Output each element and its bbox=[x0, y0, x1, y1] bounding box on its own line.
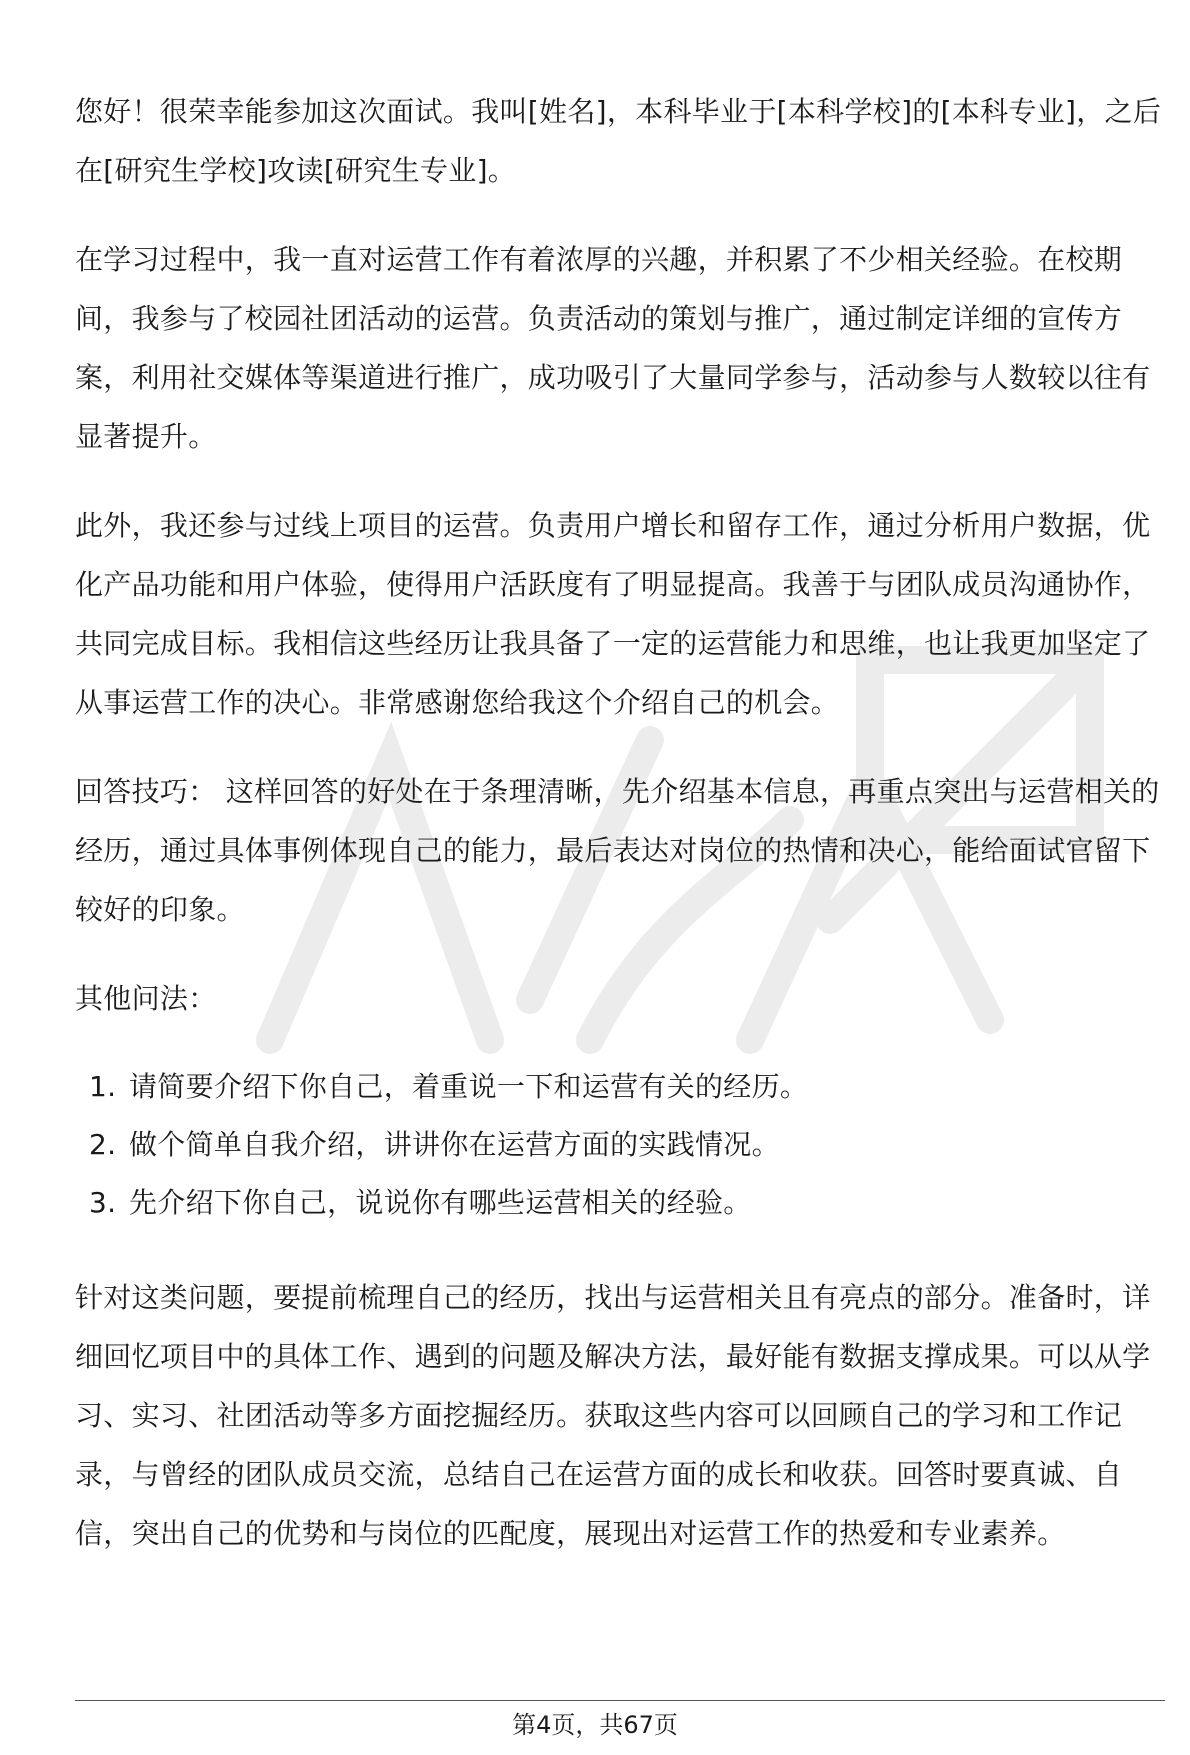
list-item-text: 先介绍下你自己，说说你有哪些运营相关的经验。 bbox=[129, 1186, 752, 1219]
document-body bbox=[75, 82, 1170, 1563]
footer-divider bbox=[75, 1700, 1165, 1701]
list-item bbox=[75, 1116, 1170, 1174]
list-item-number: 2. bbox=[89, 1128, 117, 1161]
list-item-number: 1. bbox=[89, 1070, 117, 1103]
online-project-paragraph: 此外，我还参与过线上项目的运营。负责用户增长和留存工作，通过分析用户数据，优化产品功能和用户体验，使得用户活跃度有了明显提高。我善于与团队成员沟通协作，共同完成目标。我相信这些经历让我具备了一定的运营能力和思维，也让我更加坚定了从事运营工作的决心。非常感谢您给我这个介绍自己的机会。 bbox=[75, 509, 1151, 719]
alternative-questions-list bbox=[75, 1058, 1170, 1232]
page-number-footer: 第4页，共67页 bbox=[512, 1711, 678, 1739]
list-item bbox=[75, 1174, 1170, 1232]
answer-tips-paragraph: 回答技巧： 这样回答的好处在于条理清晰，先介绍基本信息，再重点突出与运营相关的经历，通过具体事例体现自己的能力，最后表达对岗位的热情和决心，能给面试官留下较好的印象。 bbox=[75, 775, 1160, 926]
other-questions-heading: 其他问法： bbox=[75, 982, 217, 1015]
list-item-number: 3. bbox=[89, 1186, 117, 1219]
list-item-text: 请简要介绍下你自己，着重说一下和运营有关的经历。 bbox=[129, 1070, 809, 1103]
list-item bbox=[75, 1058, 1170, 1116]
study-experience-paragraph: 在学习过程中，我一直对运营工作有着浓厚的兴趣，并积累了不少相关经验。在校期间，我参与了校园社团活动的运营。负责活动的策划与推广，通过制定详细的宣传方案，利用社交媒体等渠道进行推广，成功吸引了大量同学参与，活动参与人数较以往有显著提升。 bbox=[75, 243, 1151, 453]
preparation-advice-paragraph: 针对这类问题，要提前梳理自己的经历，找出与运营相关且有亮点的部分。准备时，详细回忆项目中的具体工作、遇到的问题及解决方法，最好能有数据支撑成果。可以从学习、实习、社团活动等多方面挖掘经历。获取这些内容可以回顾自己的学习和工作记录，与曾经的团队成员交流，总结自己在运营方面的成长和收获。回答时要真诚、自信，突出自己的优势和与岗位的匹配度，展现出对运营工作的热爱和专业素养。 bbox=[75, 1281, 1151, 1550]
list-item-text: 做个简单自我介绍，讲讲你在运营方面的实践情况。 bbox=[129, 1128, 780, 1161]
intro-paragraph: 您好！很荣幸能参加这次面试。我叫[姓名]，本科毕业于[本科学校]的[本科专业]，之后在[研究生学校]攻读[研究生专业]。 bbox=[75, 95, 1162, 187]
